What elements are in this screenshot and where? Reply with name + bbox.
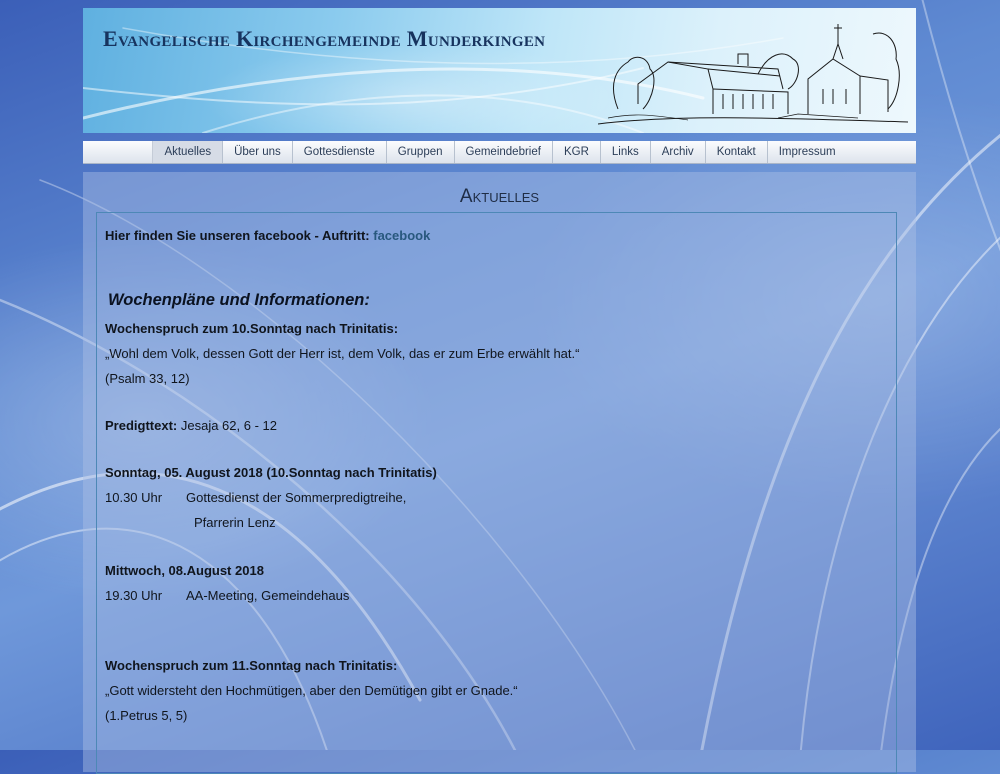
week1-spruch-ref: (Psalm 33, 12) <box>105 371 190 386</box>
week1-spruch-text: „Wohl dem Volk, dessen Gott der Herr ist, dem Volk, das er zum Erbe erwählt hat.“ <box>105 346 580 361</box>
wednesday-time: 19.30 Uhr <box>105 588 163 603</box>
predigt-label: Predigttext: <box>105 418 178 433</box>
sunday-time: 10.30 Uhr <box>105 490 163 505</box>
facebook-intro: Hier finden Sie unseren facebook - Auftritt: <box>105 228 370 243</box>
church-drawing-logo <box>598 14 908 132</box>
sunday-pastor: Pfarrerin Lenz <box>194 515 276 530</box>
main-navigation <box>83 141 916 164</box>
page-title: Aktuelles <box>459 186 540 207</box>
week2-spruch-text: „Gott widersteht den Hochmütigen, aber den Demütigen gibt er Gnade.“ <box>105 683 518 698</box>
section-heading: Wochenpläne und Informationen: <box>108 291 370 309</box>
nav-item-gottesdienste[interactable]: Gottesdienste <box>293 141 387 163</box>
sunday-heading: Sonntag, 05. August 2018 (10.Sonntag nach Trinitatis) <box>105 465 437 480</box>
wednesday-event: AA-Meeting, Gemeindehaus <box>186 588 350 603</box>
nav-item-impressum[interactable]: Impressum <box>778 146 836 158</box>
nav-item-aktuelles[interactable]: Aktuelles <box>152 141 223 163</box>
nav-item-kgr[interactable]: KGR <box>553 141 601 163</box>
nav-item-ueber-uns[interactable]: Über uns <box>223 141 293 163</box>
nav-item-gemeindebrief[interactable]: Gemeindebrief <box>455 141 553 163</box>
facebook-link[interactable]: facebook <box>373 228 431 243</box>
sunday-event: Gottesdienst der Sommerpredigtreihe, <box>186 490 407 505</box>
week2-spruch-ref: (1.Petrus 5, 5) <box>105 708 188 723</box>
predigt-text: Jesaja 62, 6 - 12 <box>180 418 277 433</box>
wednesday-heading: Mittwoch, 08.August 2018 <box>105 563 264 578</box>
week1-spruch-label: Wochenspruch zum 10.Sonntag nach Trinitatis: <box>105 321 399 336</box>
main-content <box>83 172 916 772</box>
predigt-line <box>105 418 277 433</box>
wednesday-event-line <box>105 588 349 603</box>
nav-item-links[interactable]: Links <box>601 141 651 163</box>
sunday-event-line <box>105 490 406 505</box>
facebook-line <box>105 228 430 243</box>
nav-item-gruppen[interactable]: Gruppen <box>387 141 455 163</box>
nav-item-archiv[interactable]: Archiv <box>651 141 706 163</box>
site-header <box>83 8 916 133</box>
content-box <box>96 212 897 774</box>
site-title[interactable]: Evangelische Kirchengemeinde Munderkingen <box>103 26 546 51</box>
nav-item-kontakt[interactable]: Kontakt <box>706 141 768 163</box>
week2-spruch-label: Wochenspruch zum 11.Sonntag nach Trinitatis: <box>105 658 398 673</box>
